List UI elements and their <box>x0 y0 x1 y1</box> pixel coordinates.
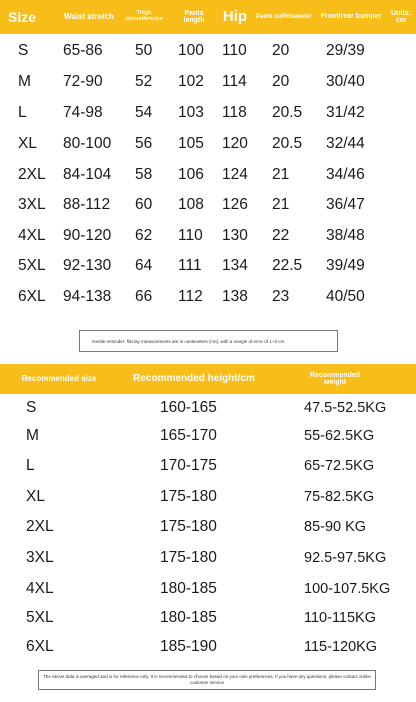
cell-cuff: 21 <box>272 166 290 183</box>
cell-size: S <box>26 399 37 416</box>
cell-hip: 110 <box>222 42 247 59</box>
cell-size: XL <box>18 135 37 152</box>
cell-waist: 94-138 <box>63 288 112 305</box>
cell-hip: 126 <box>222 196 248 213</box>
table-row <box>0 545 416 571</box>
cell-size: 6XL <box>26 638 54 655</box>
cell-bumper: 39/49 <box>326 257 365 274</box>
cell-cuff: 23 <box>272 288 290 305</box>
cell-weight: 92.5-97.5KG <box>304 550 387 566</box>
measurement-reminder-note: Gentle reminder: flat lay measurements are in centimeters (cm), with a margin of error of 1~2 cm <box>79 330 338 352</box>
cell-waist: 90-120 <box>63 227 112 244</box>
table-row <box>0 484 416 510</box>
cell-weight: 85-90 KG <box>304 519 367 535</box>
table-row <box>0 605 416 631</box>
header-hip: Hip <box>222 8 248 26</box>
cell-size: L <box>18 104 27 121</box>
cell-cuff: 22.5 <box>272 257 303 274</box>
cell-cuff: 20 <box>272 73 290 90</box>
table-row <box>0 576 416 602</box>
cell-pants: 108 <box>178 196 204 213</box>
table-row <box>0 423 416 449</box>
cell-cuff: 20 <box>272 42 290 59</box>
cell-waist: 88-112 <box>63 196 111 213</box>
cell-hip: 120 <box>222 135 248 152</box>
cell-size: 5XL <box>26 609 54 626</box>
cell-weight: 100-107.5KG <box>304 581 391 597</box>
cell-cuff: 22 <box>272 227 290 244</box>
cell-size: 5XL <box>18 257 46 274</box>
cell-size: L <box>26 457 35 474</box>
cell-hip: 118 <box>222 104 247 121</box>
table-row <box>0 99 416 127</box>
cell-waist: 72-90 <box>63 73 103 90</box>
cell-weight: 110-115KG <box>304 610 377 626</box>
cell-bumper: 36/47 <box>326 196 365 213</box>
cell-thigh: 64 <box>135 257 153 274</box>
header-waist-stretch: Waist stretch <box>64 11 114 21</box>
cell-waist: 92-130 <box>63 257 112 274</box>
cell-height: 175-180 <box>160 488 217 505</box>
cell-bumper: 40/50 <box>326 288 365 305</box>
cell-height: 180-185 <box>160 580 217 597</box>
table-row <box>0 130 416 158</box>
cell-height: 170-175 <box>160 457 217 474</box>
header-pants-length: Pants length <box>183 9 205 24</box>
cell-thigh: 58 <box>135 166 153 183</box>
header-pants-cuff: Pants cuff/diameter <box>256 13 312 20</box>
cell-bumper: 32/44 <box>326 135 365 152</box>
table-row <box>0 283 416 311</box>
cell-size: 4XL <box>26 580 54 597</box>
cell-thigh: 56 <box>135 135 153 152</box>
cell-size: XL <box>26 488 45 505</box>
table-row <box>0 453 416 479</box>
header-recommended-weight: Recommended weight <box>309 371 361 386</box>
cell-pants: 112 <box>178 288 203 305</box>
cell-height: 160-165 <box>160 399 217 416</box>
cell-size: S <box>18 42 29 59</box>
cell-pants: 110 <box>178 227 203 244</box>
cell-bumper: 38/48 <box>326 227 365 244</box>
table-row <box>0 161 416 189</box>
cell-pants: 103 <box>178 104 204 121</box>
cell-cuff: 20.5 <box>272 135 303 152</box>
cell-cuff: 21 <box>272 196 290 213</box>
cell-waist: 84-104 <box>63 166 112 183</box>
cell-pants: 102 <box>178 73 204 90</box>
header-recommended-size: Recommended size <box>21 373 97 383</box>
cell-height: 175-180 <box>160 549 217 566</box>
header-size: Size <box>8 8 37 25</box>
cell-pants: 105 <box>178 135 204 152</box>
cell-thigh: 66 <box>135 288 153 305</box>
cell-size: 3XL <box>18 196 46 213</box>
cell-cuff: 20.5 <box>272 104 303 121</box>
table-row <box>0 68 416 96</box>
recommend-table-header <box>0 364 416 394</box>
cell-hip: 130 <box>222 227 248 244</box>
cell-size: 4XL <box>18 227 46 244</box>
header-front-rear-bumper: Front/rear bumper <box>320 13 382 21</box>
cell-bumper: 29/39 <box>326 42 365 59</box>
cell-size: M <box>26 427 39 444</box>
cell-hip: 114 <box>222 73 247 90</box>
reference-disclaimer-note: The above data is averaged and is for reference only. It is recommended to choose based on your own preferences. If you have any questions, please contact online customer service <box>38 670 376 690</box>
cell-weight: 115-120KG <box>304 639 378 655</box>
cell-bumper: 30/40 <box>326 73 365 90</box>
cell-thigh: 54 <box>135 104 153 121</box>
cell-size: 6XL <box>18 288 46 305</box>
cell-thigh: 50 <box>135 42 153 59</box>
cell-thigh: 52 <box>135 73 153 90</box>
table-row <box>0 37 416 65</box>
cell-weight: 75-82.5KG <box>304 489 375 505</box>
cell-height: 165-170 <box>160 427 217 444</box>
table-row <box>0 191 416 219</box>
cell-hip: 134 <box>222 257 248 274</box>
cell-pants: 111 <box>178 257 202 274</box>
table-row <box>0 514 416 540</box>
table-row <box>0 395 416 421</box>
header-recommended-height: Recommended height/cm <box>133 372 255 384</box>
size-table-header <box>0 0 416 34</box>
cell-pants: 106 <box>178 166 204 183</box>
cell-thigh: 60 <box>135 196 153 213</box>
cell-waist: 80-100 <box>63 135 112 152</box>
cell-height: 175-180 <box>160 518 217 535</box>
cell-weight: 65-72.5KG <box>304 458 375 474</box>
cell-height: 185-190 <box>160 638 217 655</box>
cell-bumper: 31/42 <box>326 104 365 121</box>
cell-waist: 74-98 <box>63 104 103 121</box>
cell-pants: 100 <box>178 42 204 59</box>
cell-bumper: 34/46 <box>326 166 365 183</box>
cell-height: 180-185 <box>160 609 217 626</box>
table-row <box>0 222 416 250</box>
header-units: Units: cm <box>391 9 411 24</box>
cell-thigh: 62 <box>135 227 153 244</box>
cell-hip: 138 <box>222 288 248 305</box>
cell-waist: 65-86 <box>63 42 103 59</box>
cell-size: 3XL <box>26 549 54 566</box>
cell-size: 2XL <box>26 518 54 535</box>
table-row <box>0 252 416 280</box>
cell-weight: 55-62.5KG <box>304 428 375 444</box>
cell-size: 2XL <box>18 166 46 183</box>
cell-weight: 47.5-52.5KG <box>304 400 387 416</box>
header-thigh-circumference: Thigh circumference <box>125 10 163 22</box>
table-row <box>0 634 416 660</box>
cell-hip: 124 <box>222 166 248 183</box>
cell-size: M <box>18 73 31 90</box>
